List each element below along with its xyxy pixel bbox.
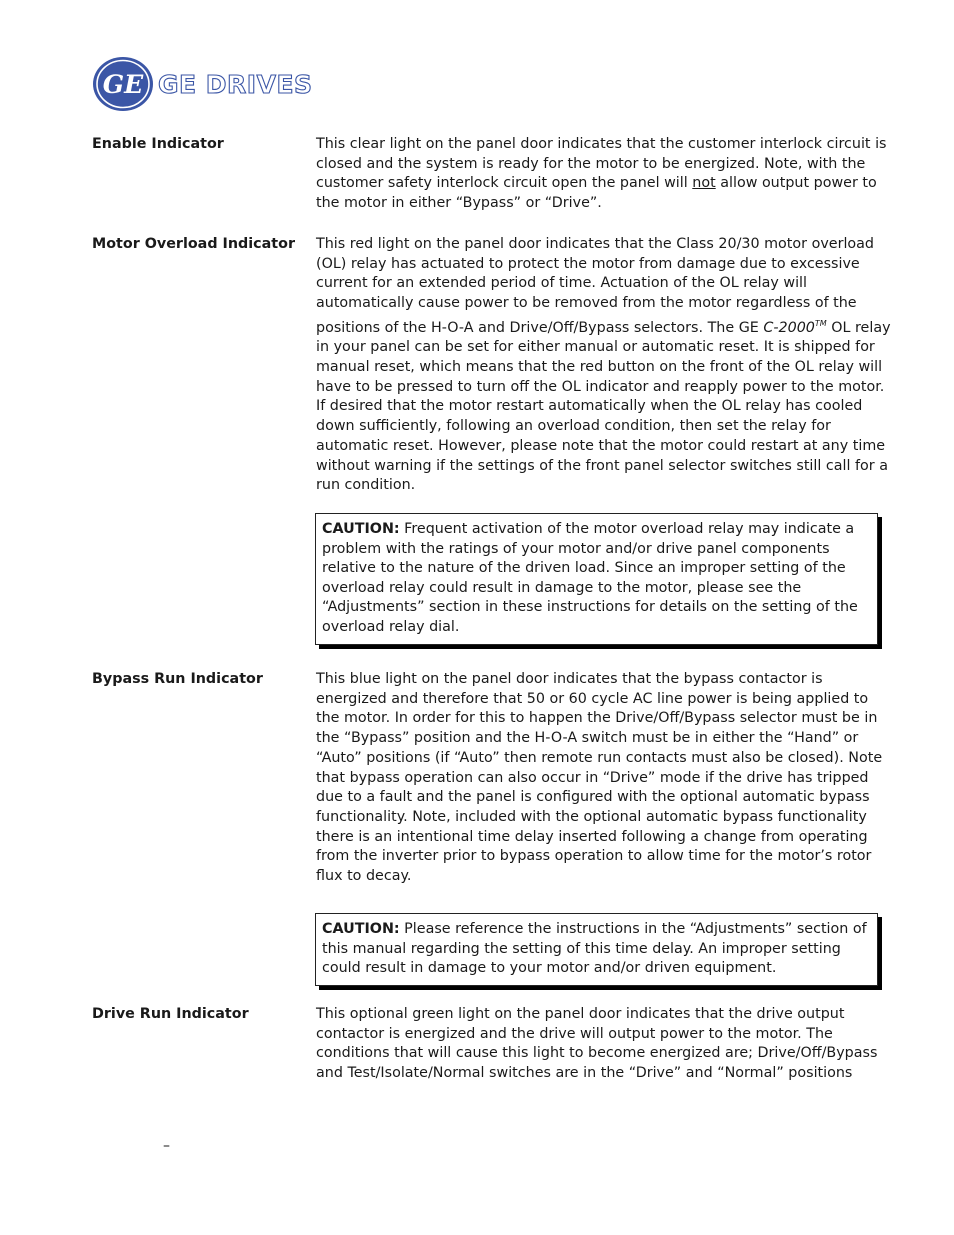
ge-monogram-icon: [92, 56, 154, 112]
section-label: Bypass Run Indicator: [92, 671, 263, 687]
section-body: [316, 135, 894, 214]
logo-wordmark: GE DRIVES: [158, 69, 313, 99]
body-text-part: This clear light on the panel door indicates that the customer interlock circuit is closed and the system is ready for the motor to be energized. Note, with the customer safety interlock circuit open the panel will: [316, 136, 887, 192]
caution-text: Frequent activation of the motor overload relay may indicate a problem with the ratings of your motor and/or drive panel components relative to the nature of the driven load. Since an improper setting of the overload relay could result in damage to the motor, please see the “Adjustments” section in these instructions for details on the setting of the overload relay dial.: [322, 521, 858, 635]
section-body: This optional green light on the panel door indicates that the drive output contactor is energized and the drive will output power to the motor. The conditions that will cause this light to become energized are; Drive/Off/Bypass and Test/Isolate/Normal switches are in the “Drive” and “Normal” positions: [316, 1006, 878, 1082]
caution-label: CAUTION:: [322, 921, 400, 937]
section-label: Drive Run Indicator: [92, 1006, 249, 1022]
caution-text: Please reference the instructions in the “Adjustments” section of this manual regarding the setting of this time delay. An improper setting could result in damage to your motor and/or driven equipment.: [322, 921, 867, 977]
section-body: This blue light on the panel door indicates that the bypass contactor is energized and therefore that 50 or 60 cycle AC line power is being applied to the motor. In order for this to happen the Drive/Off/Bypass selector must be in the “Bypass” position and the H-O-A switch must be in either the “Hand” or “Auto” positions (if “Auto” then remote run contacts must also be closed). Note that bypass operation can also occur in “Drive” mode if the drive has tripped due to a fault and the panel is configured with the optional automatic bypass functionality. Note, included with the optional automatic bypass functionality there is an intentional time delay inserted following a change from operating from the inverter prior to bypass operation to allow time for the motor’s rotor flux to decay.: [316, 671, 883, 885]
trademark-mark: TM: [814, 318, 827, 328]
svg-text:GE: GE: [102, 70, 144, 99]
model-name: C-2000: [763, 319, 815, 336]
body-text-part: OL relay in your panel can be set for either manual or automatic reset. It is shipped for manual reset, which means that the red button on the front of the OL relay will have to be pressed to turn off the OL indicator and reapply power to the motor. If desired that the motor restart automatically when the OL relay has cooled down sufficiently, following an overload condition, then set the relay for automatic reset. However, please note that the motor could restart at any time without warning if the settings of the front panel selector switches still call for a run condition.: [316, 319, 891, 494]
caution-box-bypass: [315, 913, 878, 986]
section-body: [316, 235, 894, 496]
footer-mark: –: [163, 1138, 170, 1154]
caution-label: CAUTION:: [322, 521, 400, 537]
section-label: Motor Overload Indicator: [92, 236, 295, 252]
body-text-part: This red light on the panel door indicates that the Class 20/30 motor overload (OL) relay has actuated to protect the motor from damage due to excessive current for an extended period of time. Actuation of the OL relay will automatically cause power to be removed from the motor regardless of the positions of the H-O-A and Drive/Off/Bypass selectors. The GE: [316, 236, 875, 336]
section-label: Enable Indicator: [92, 136, 224, 152]
ge-drives-logo: [92, 56, 313, 112]
underlined-word: not: [692, 175, 716, 192]
caution-box-overload: [315, 513, 878, 645]
body-text-part: allow output power to the motor in either “Bypass” or “Drive”.: [316, 175, 877, 212]
